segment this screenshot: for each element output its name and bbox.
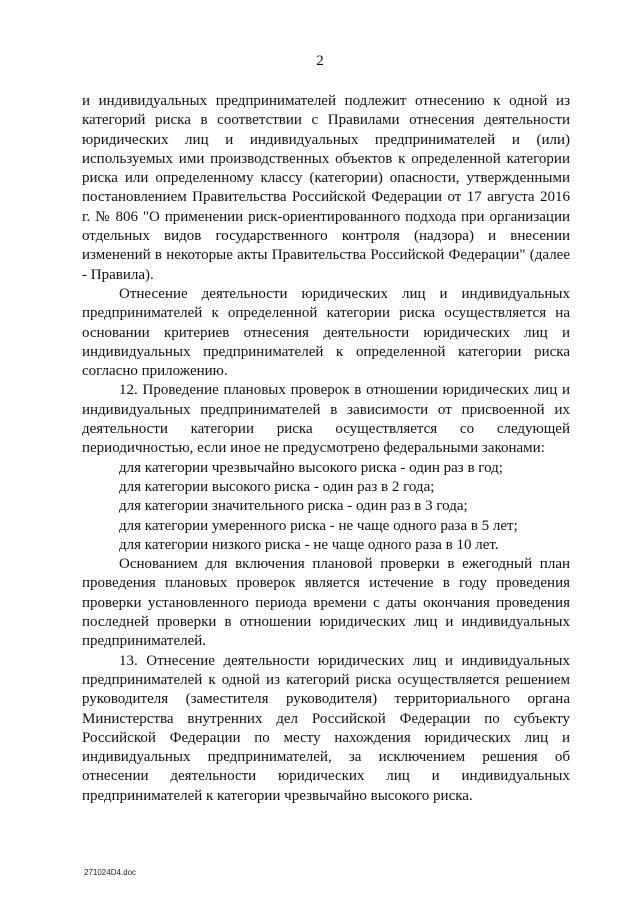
document-body — [82, 92, 570, 806]
paragraph-item-12: 12. Проведение плановых проверок в отношении юридических лиц и индивидуальных предпринимателей в зависимости от присвоенной их деятельности категории риска осуществляется со следующей периодичностью, если иное не предусмотрено федеральными законами: — [82, 382, 570, 457]
list-item: для категории значительного риска - один раз в 3 года; — [119, 498, 468, 515]
paragraph-continuation: и индивидуальных предпринимателей подлежит отнесению к одной из категорий риска в соответствии с Правилами отнесения деятельности юридических лиц и индивидуальных предпринимателей и (или) используемых ими производственных объектов к определенной категории риска или определенному классу (категории) опасности, утвержденными постановлением Правительства Российской Федерации от 17 августа 2016 г. № 806 "О применении риск-ориентированного подхода при организации отдельных видов государственного контроля (надзора) и внесении изменений в некоторые акты Правительства Российской Федерации" (далее - Правила). — [82, 93, 570, 283]
paragraph-item-13: 13. Отнесение деятельности юридических лиц и индивидуальных предпринимателей к одной из категорий риска осуществляется решением руководителя (заместителя руководителя) территориального органа Министерства внутренних дел Российской Федерации по субъекту Российской Федерации по месту нахождения юридических лиц и индивидуальных предпринимателей, за исключением решения об отнесении деятельности юридических лиц и индивидуальных предпринимателей к категории чрезвычайно высокого риска. — [82, 652, 570, 804]
paragraph-inspection-basis: Основанием для включения плановой проверки в ежегодный план проведения плановых проверок является истечение в году проведения проверки установленного периода времени с даты окончания проведения последней проверки в отношении юридических лиц и индивидуальных предпринимателей. — [82, 556, 570, 650]
list-item: для категории высокого риска - один раз в 2 года; — [119, 478, 435, 495]
footer-filename: 271024D4.doc — [84, 868, 137, 877]
list-item: для категории умеренного риска - не чаще одного раза в 5 лет; — [119, 517, 518, 534]
paragraph-risk-assignment: Отнесение деятельности юридических лиц и индивидуальных предпринимателей к определенной категории риска осуществляется на основании критериев отнесения деятельности юридических лиц и индивидуальных предпринимателей к определенной категории риска согласно приложению. — [82, 285, 570, 380]
page-number: 2 — [316, 53, 324, 69]
list-item: для категории низкого риска - не чаще одного раза в 10 лет. — [119, 536, 499, 553]
list-item: для категории чрезвычайно высокого риска - один раз в год; — [119, 459, 503, 476]
